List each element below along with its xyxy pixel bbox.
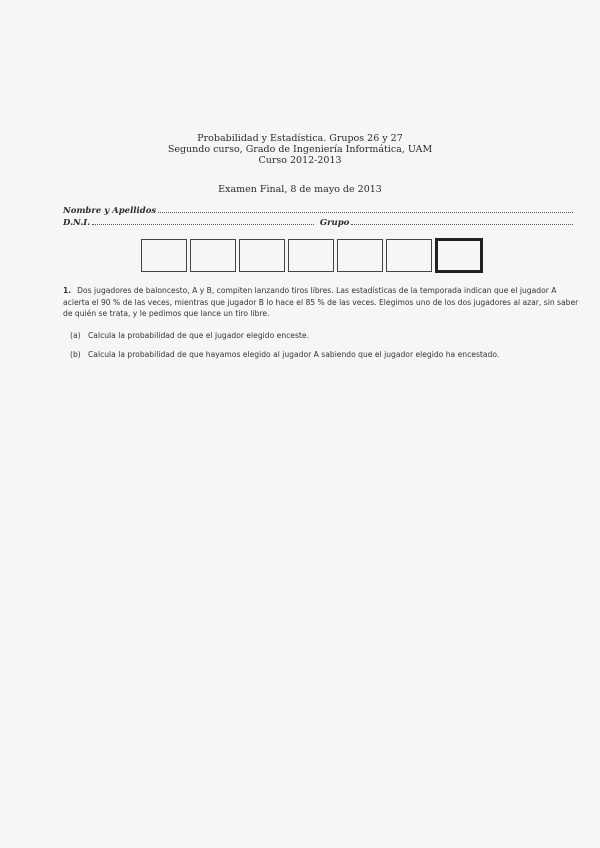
dni-field[interactable] [92,217,314,225]
subquestion-label: (a) [70,331,81,340]
grade-box[interactable] [239,239,285,272]
grade-boxes [141,239,486,273]
course-title: Probabilidad y Estadística. Grupos 26 y 27 [197,133,403,144]
group-field[interactable] [351,217,573,225]
grade-box[interactable] [386,239,432,272]
course-year: Curso 2012-2013 [258,155,342,166]
problem-statement [63,285,579,320]
name-field[interactable] [158,205,573,213]
dni-label: D.N.I. [63,218,91,228]
subquestion-text: Calcula la probabilidad de que el jugador elegido enceste. [88,331,309,340]
subquestion-b [70,350,499,359]
name-label: Nombre y Apellidos [63,206,157,216]
subquestion-label: (b) [70,350,81,359]
dni-field-row [63,217,575,228]
course-header [0,133,600,166]
grade-box[interactable] [141,239,187,272]
grade-box[interactable] [190,239,236,272]
grade-box[interactable] [288,239,334,272]
group-label: Grupo [319,218,350,228]
subquestion-a [70,331,309,340]
grade-box[interactable] [337,239,383,272]
course-subtitle: Segundo curso, Grado de Ingeniería Informática, UAM [167,144,433,155]
exam-title: Examen Final, 8 de mayo de 2013 [218,184,382,195]
name-field-row [63,205,575,216]
subquestion-text: Calcula la probabilidad de que hayamos elegido al jugador A sabiendo que el jugador elegido ha encestado. [88,350,500,359]
total-grade-box[interactable] [435,238,483,273]
problem-text: Dos jugadores de baloncesto, A y B, compiten lanzando tiros libres. Las estadísticas de la temporada indican que el jugador A acierta el 90 % de las veces, mientras que jugador B lo hace el 85 % de las veces. Elegimos uno de los dos jugadores al azar, sin saber de quién se trata, y le pedimos que lance un tiro libre. [63,286,579,318]
problem-number: 1. [63,286,72,295]
